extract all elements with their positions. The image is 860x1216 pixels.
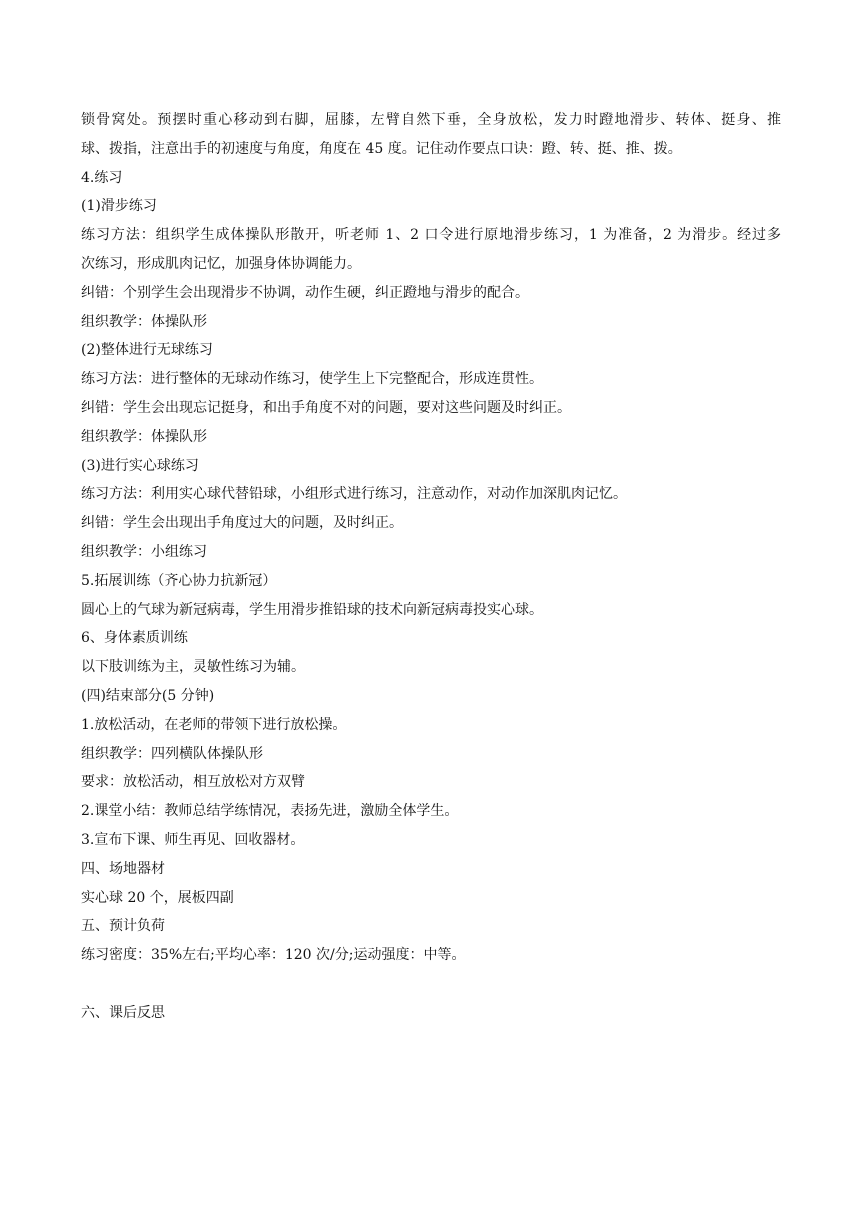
paragraph-line: 要求：放松活动，相互放松对方双臂	[81, 774, 305, 791]
paragraph-line: 组织教学：四列横队体操队形	[81, 745, 263, 762]
section-heading: 6、身体素质训练	[81, 630, 188, 647]
paragraph-line: 纠错：学生会出现出手角度过大的问题，及时纠正。	[81, 515, 403, 532]
paragraph-line: 组织教学：小组练习	[81, 543, 207, 560]
subsection-heading: (2)整体进行无球练习	[81, 342, 213, 359]
paragraph-line: 2.课堂小结：教师总结学练情况，表扬先进，激励全体学生。	[81, 803, 459, 820]
paragraph-line: 组织教学：体操队形	[81, 428, 207, 445]
section-heading: 六、课后反思	[81, 1004, 165, 1021]
paragraph-line: 1.放松活动，在老师的带领下进行放松操。	[81, 716, 347, 733]
paragraph-line: 练习方法：利用实心球代替铅球，小组形式进行练习，注意动作，对动作加深肌肉记忆。	[81, 486, 627, 503]
section-heading: (四)结束部分(5 分钟)	[81, 687, 215, 704]
section-heading: 5.拓展训练（齐心协力抗新冠）	[81, 572, 277, 589]
paragraph-line: 练习方法：组织学生成体操队形散开，听老师 1、2 口令进行原地滑步练习，1 为准备，2 为滑步。经过多	[81, 227, 781, 244]
paragraph-line: 3.宣布下课、师生再见、回收器材。	[81, 831, 305, 848]
section-heading: 四、场地器材	[81, 860, 165, 877]
paragraph-line: 纠错：学生会出现忘记挺身，和出手角度不对的问题，要对这些问题及时纠正。	[81, 399, 571, 416]
paragraph-line: 锁骨窝处。预摆时重心移动到右脚，屈膝，左臂自然下垂，全身放松，发力时蹬地滑步、转体、挺身、推	[81, 112, 781, 128]
paragraph-line: 次练习，形成肌肉记忆，加强身体协调能力。	[81, 255, 361, 272]
paragraph-line: 球、拨指，注意出手的初速度与角度，角度在 45 度。记住动作要点口诀：蹬、转、挺、推、拨。	[81, 140, 682, 157]
paragraph-line: 以下肢训练为主，灵敏性练习为辅。	[81, 659, 305, 676]
section-heading: 4.练习	[81, 169, 123, 186]
paragraph-line: 圆心上的气球为新冠病毒，学生用滑步推铅球的技术向新冠病毒投实心球。	[81, 601, 543, 618]
subsection-heading: (1)滑步练习	[81, 198, 157, 215]
paragraph-line: 组织教学：体操队形	[81, 313, 207, 330]
paragraph-line: 纠错：个别学生会出现滑步不协调，动作生硬，纠正蹬地与滑步的配合。	[81, 284, 529, 301]
subsection-heading: (3)进行实心球练习	[81, 457, 199, 474]
blank-line	[81, 970, 781, 999]
paragraph-line: 练习方法：进行整体的无球动作练习，使学生上下完整配合，形成连贯性。	[81, 371, 543, 388]
paragraph-line: 实心球 20 个，展板四副	[81, 889, 234, 906]
paragraph-line: 练习密度：35%左右;平均心率：120 次/分;运动强度：中等。	[81, 947, 466, 964]
section-heading: 五、预计负荷	[81, 918, 165, 935]
document-body	[81, 106, 781, 1028]
